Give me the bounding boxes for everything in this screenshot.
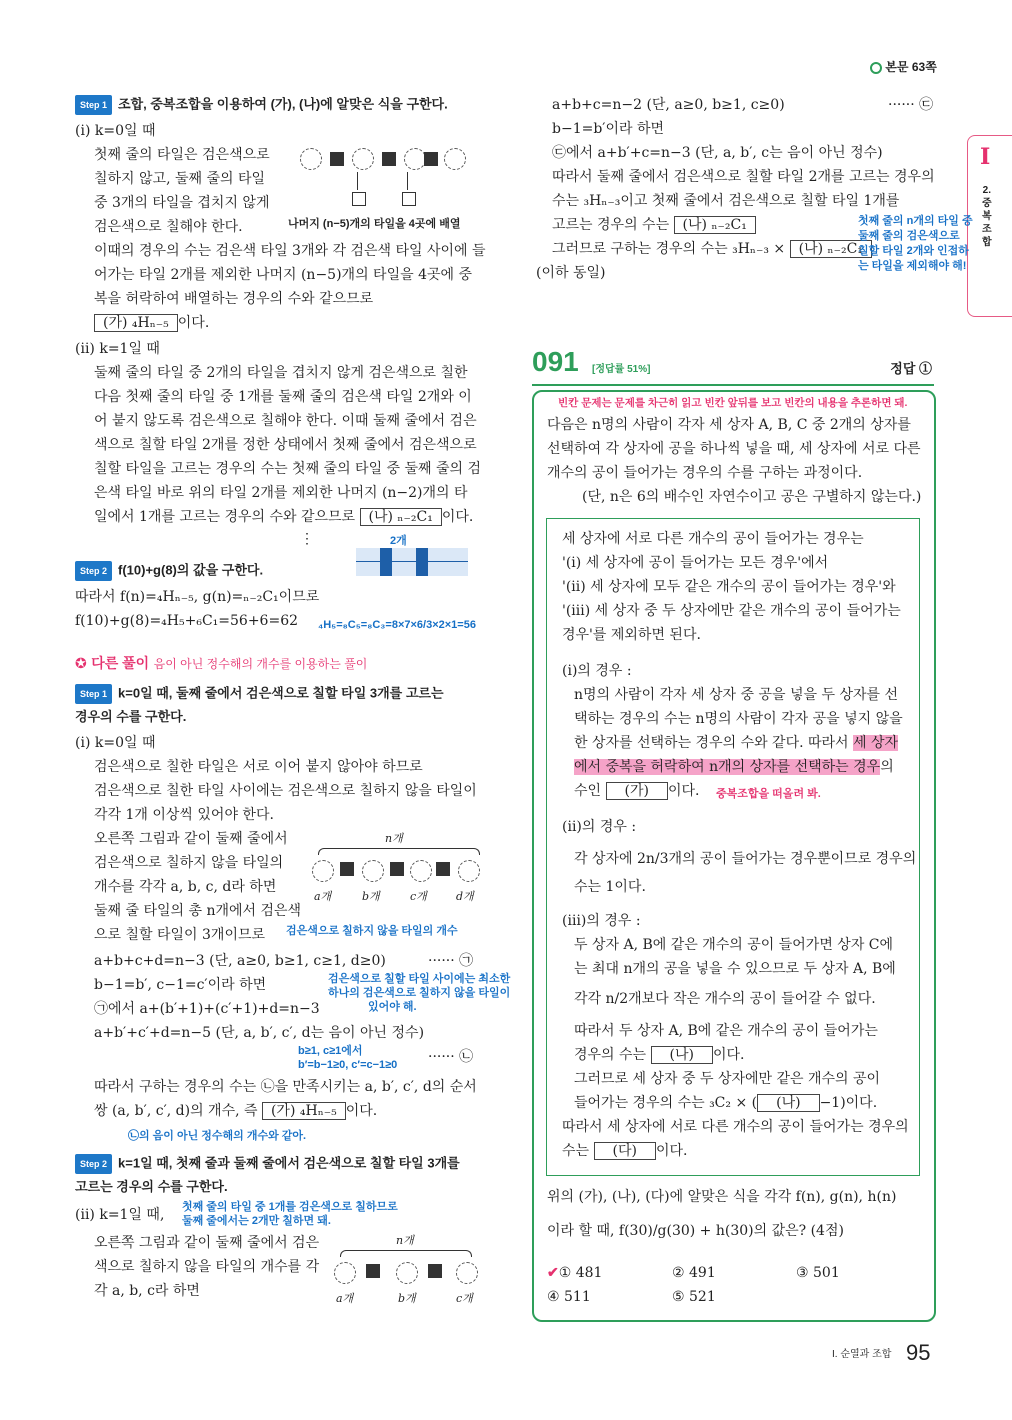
note-bc: b≥1, c≥1에서 b′=b−1≥0, c′=c−1≥0 [298, 1045, 398, 1071]
text-line: 따라서 구하는 경우의 수는 ㉡을 만족시키는 a, b′, c′, d의 순서 [94, 1079, 477, 1095]
box-text: 두 상자 A, B에 같은 개수의 공이 들어가면 상자 C에 [574, 937, 894, 953]
text-line: 따라서 f(n)=₄Hₙ₋₅, g(n)=ₙ₋₂C₁이므로 [75, 589, 320, 605]
star-icon: ✪ [75, 656, 87, 672]
check-icon: ✔ [547, 1265, 559, 1281]
box-text: '(ⅲ) 세 상자 중 두 상자에만 같은 개수의 공이 들어가는 [562, 603, 901, 619]
text-line: 둘째 줄의 타일 중 2개의 타일을 겹치지 않게 검은색으로 칠한 [94, 365, 468, 381]
footer-chapter: I. 순열과 조합 [832, 1349, 892, 1360]
step2-heading: Step 2 f(10)+g(8)의 값을 구한다. [75, 561, 263, 581]
box-text: '(ⅰ) 세 상자에 공이 들어가는 모든 경우'에서 [562, 555, 829, 571]
alt-solution-heading: ✪ 다른 풀이 음이 아닌 정수해의 개수를 이용하는 풀이 [75, 655, 368, 672]
text-line: 수는 ₃Hₙ₋₃이고 첫째 줄에서 검은색으로 칠할 타일 1개를 [552, 193, 900, 209]
text-line: 어가는 타일 2개를 제외한 나머지 (n−5)개의 타일을 4곳에 중 [94, 267, 472, 283]
choice-4[interactable]: ④ 511 [547, 1289, 591, 1305]
problem-number: 091 [532, 346, 579, 377]
case2-head: (ⅱ)의 경우 : [562, 819, 637, 835]
answer-line-na-2: 고르는 경우의 수는 (나) ₙ₋₂C₁ [552, 216, 756, 234]
choice-1[interactable]: ✔① 481 [547, 1265, 603, 1281]
box-text: 따라서 두 상자 A, B에 같은 개수의 공이 들어가는 [574, 1023, 878, 1039]
text-line: 어 붙지 않도록 검은색으로 칠해야 한다. 이때 둘째 줄에서 검은 [94, 413, 477, 429]
problem-header [532, 346, 932, 382]
box-text: 에서 중복을 허락하여 n개의 상자를 선택하는 경우의 [574, 759, 894, 775]
choice-2[interactable]: ② 491 [672, 1265, 716, 1281]
note-between: 검은색으로 칠할 타일 사이에는 최소한 하나의 검은색으로 칠하지 않을 타일이 있어야 해. [328, 973, 511, 1013]
text-line: 중 3개의 타일을 겹치지 않게 [94, 195, 270, 211]
answer-line-na: 일에서 1개를 고르는 경우의 수와 같으므로 (나) ₙ₋₂C₁ 이다. [94, 509, 474, 525]
text-line: 색으로 칠할 타일 2개를 정한 상태에서 첫째 줄에서 검은색으로 [94, 437, 477, 453]
blank-box-na-3: (나) ₙ₋₂C₁ [790, 240, 872, 258]
h-calc-note: ₄H₅=₈C₅=₈C₃=8×7×6/3×2×1=56 [318, 619, 476, 631]
text-line: 각각 1개 이상씩 있어야 한다. [94, 807, 274, 823]
two-tiles-label: 2개 [390, 535, 407, 547]
blank-box-ga-2: (가) ₄Hₙ₋₅ [262, 1102, 346, 1120]
equation-3: ㉠에서 a+(b′+1)+(c′+1)+d=n−3 [94, 1001, 320, 1017]
blank-box-na-q2: (나) [757, 1094, 819, 1112]
text-line: ㉢에서 a+b′+c=n−3 (단, a, b′, c는 음이 아닌 정수) [552, 145, 883, 161]
text-line: 오른쪽 그림과 같이 둘째 줄에서 [94, 831, 288, 847]
box-text: 각각 n/2개보다 작은 개수의 공이 들어갈 수 없다. [574, 991, 876, 1007]
chapter-roman: I [980, 144, 991, 170]
vdots: ⋮ [300, 531, 314, 547]
box-text: 한 상자를 선택하는 경우의 수와 같다. 따라서 세 상자 [574, 735, 899, 751]
equation-3-mark: ······ ㉢ [888, 97, 934, 113]
answer-line-ga-2: 쌍 (a, b′, c′, d)의 개수, 즉 (가) ₄Hₙ₋₅ 이다. [94, 1103, 378, 1119]
text-line: 이때의 경우의 수는 검은색 타일 3개와 각 검은색 타일 사이에 들 [94, 243, 486, 259]
text-line: 은색 타일 바로 위의 타일 2개를 제외한 나머지 (n−2)개의 타 [94, 485, 468, 501]
result-equation: f(10)+g(8)=₄H₅+₆C₁=56+6=62 [75, 613, 299, 629]
text-line: 복을 허락하여 배열하는 경우의 수와 같으므로 [94, 291, 374, 307]
source-badge: 본문 63쪽 [870, 58, 937, 75]
box-text: 그러므로 세 상자 중 두 상자에만 같은 개수의 공이 [574, 1071, 881, 1087]
question-text: 위의 (가), (나), (다)에 알맞은 식을 각각 f(n), g(n), h(n) [547, 1189, 897, 1205]
problem-rate: [정답률 51%] [592, 364, 651, 375]
answer-label: 정답 ① [890, 361, 932, 376]
step1-heading: Step 1 조합, 중복조합을 이용하여 (가), (나)에 알맞은 식을 구한다. [75, 95, 448, 115]
text-line: 색으로 칠하지 않을 타일의 개수를 각 [94, 1259, 320, 1275]
text-line: 개수를 각각 a, b, c, d라 하면 [94, 879, 277, 895]
case-ii-head: (ⅱ) k=1일 때 [75, 341, 160, 357]
equation-1-mark: ······ ㉠ [428, 953, 474, 969]
note-solutions: ㉡의 음이 아닌 정수해의 개수와 같아. [128, 1130, 307, 1142]
case-i-head: (ⅰ) k=0일 때 [75, 123, 156, 139]
chapter-side-tab [967, 135, 1012, 317]
box-text: 는 최대 n개의 공을 넣을 수 있으므로 두 상자 A, B에 [574, 961, 896, 977]
equation-1: a+b+c+d=n−3 (단, a≥0, b≥1, c≥1, d≥0) [94, 953, 386, 969]
text-line: 검은색으로 칠한 타일 사이에는 검은색으로 칠하지 않을 타일이 [94, 783, 477, 799]
step2-badge: Step 2 [75, 561, 112, 581]
box-text: 수는 1이다. [574, 879, 646, 895]
text-line: 둘째 줄 타일의 총 n개에서 검은색 [94, 903, 302, 919]
chapter-name: 2. 중 복 조 합 [982, 185, 992, 248]
alt-step2-heading-2: 고르는 경우의 수를 구한다. [75, 1179, 228, 1194]
note-nonblack: 검은색으로 칠하지 않을 타일의 개수 [286, 925, 458, 937]
problem-text: 다음은 n명의 사람이 각자 세 상자 A, B, C 중 2개의 상자를 [547, 417, 911, 433]
note-repetition: 중복조합을 떠올려 봐. [716, 788, 821, 800]
hint-note: 빈칸 문제는 문제를 차근히 읽고 빈칸 앞뒤를 보고 빈칸의 내용을 추론하면 돼. [558, 397, 908, 409]
box-text: '(ⅱ) 세 상자에 모두 같은 개수의 공이 들어가는 경우'와 [562, 579, 896, 595]
alt-step1-heading-2: 경우의 수를 구한다. [75, 709, 187, 724]
text-line: 검은색으로 칠한 타일은 서로 이어 붙지 않아야 하므로 [94, 759, 423, 775]
text-line: b−1=b′이라 하면 [552, 121, 665, 137]
text-line: 다음 첫째 줄의 타일 중 1개를 둘째 줄의 검은색 타일 2개와 이 [94, 389, 472, 405]
blank-box-na: (나) ₙ₋₂C₁ [360, 508, 442, 526]
choice-5[interactable]: ⑤ 521 [672, 1289, 716, 1305]
problem-text: 선택하여 각 상자에 공을 하나씩 넣을 때, 세 상자에 서로 다른 [547, 441, 921, 457]
box-text: 택하는 경우의 수는 n명의 사람이 각자 공을 넣지 않을 [574, 711, 903, 727]
tile-grid-icon [356, 548, 468, 576]
blank-line-na: 경우의 수는 (나) 이다. [574, 1047, 745, 1063]
page-number: 95 [906, 1340, 931, 1365]
circle-icon [870, 62, 882, 74]
alt-case-ii-head: (ⅱ) k=1일 때, [75, 1207, 165, 1223]
note-adjacent: 첫째 줄의 n개의 타일 중 둘째 줄의 검은색으로 칠할 타일 2개와 인접하 는 타일을 제외해야 해! [858, 215, 973, 272]
box-text: 따라서 세 상자에 서로 다른 개수의 공이 들어가는 경우의 [562, 1119, 909, 1135]
header-rule [532, 384, 934, 386]
text-line: 칠할 타일을 고르는 경우의 수는 첫째 줄의 타일 중 둘째 줄의 검 [94, 461, 482, 477]
text-line: 첫째 줄의 타일은 검은색으로 [94, 147, 270, 163]
alt-case-i-head: (ⅰ) k=0일 때 [75, 735, 156, 751]
blank-line-da: 수는 (다) 이다. [562, 1143, 688, 1159]
text-line: 검은색으로 칠해야 한다. [94, 219, 243, 235]
text-line: 으로 칠할 타일이 3개이므로 [94, 927, 266, 943]
problem-text: 개수의 공이 들어가는 경우의 수를 구하는 과정이다. [547, 465, 863, 481]
step1-badge: Step 1 [75, 95, 112, 115]
text-line: a+b+c=n−2 (단, a≥0, b≥1, c≥0) [552, 97, 785, 113]
case3-head: (ⅲ)의 경우 : [562, 913, 641, 929]
blank-box-na-2: (나) ₙ₋₂C₁ [674, 216, 756, 234]
choice-3[interactable]: ③ 501 [796, 1265, 840, 1281]
box-text: n명의 사람이 각자 세 상자 중 공을 넣을 두 상자를 선 [574, 687, 898, 703]
box-text: 경우'를 제외하면 된다. [562, 627, 701, 643]
diagram1-caption: 나머지 (n−5)개의 타일을 4곳에 배열 [288, 218, 461, 230]
question-text: 이라 할 때, f(30)/g(30) + h(30)의 값은? (4점) [547, 1223, 844, 1239]
text-line: 따라서 둘째 줄에서 검은색으로 칠할 타일 2개를 고르는 경우의 [552, 169, 935, 185]
equation-2: b−1=b′, c−1=c′이라 하면 [94, 977, 267, 993]
blank-line-na-2: 들어가는 경우의 수는 ₃C₂ × ( (나) −1)이다. [574, 1095, 878, 1111]
blank-box-ga: (가) ₄Hₙ₋₅ [94, 314, 178, 332]
blank-box-na-q: (나) [651, 1046, 713, 1064]
box-text: 세 상자에 서로 다른 개수의 공이 들어가는 경우는 [562, 531, 864, 547]
equation-4: a+b′+c′+d=n−5 (단, a, b′, c′, d는 음이 아닌 정수) [94, 1025, 425, 1041]
text-line: 오른쪽 그림과 같이 둘째 줄에서 검은 [94, 1235, 320, 1251]
note-first-row: 첫째 줄의 타일 중 1개를 검은색으로 칠하므로 둘째 줄에서는 2개만 칠하면 돼. [182, 1201, 398, 1227]
alt-step2-heading: Step 2 k=1일 때, 첫째 줄과 둘째 줄에서 검은색으로 칠할 타일 3개를 [75, 1154, 460, 1174]
text-line: 각 a, b, c라 하면 [94, 1283, 200, 1299]
answer-line-na-3: 그러므로 구하는 경우의 수는 ₃Hₙ₋₃ × (나) ₙ₋₂C₁ [552, 240, 872, 258]
case1-head: (ⅰ)의 경우 : [562, 663, 632, 679]
alt-step1-heading: Step 1 k=0일 때, 둘째 줄에서 검은색으로 칠할 타일 3개를 고르는 [75, 684, 444, 704]
highlight: 에서 중복을 허락하여 n개의 상자를 선택하는 경우 [574, 759, 881, 775]
answer-line-ga: (가) ₄Hₙ₋₅ 이다. [94, 314, 209, 332]
blank-box-ga-q: (가) [606, 782, 668, 800]
box-text: 각 상자에 2n/3개의 공이 들어가는 경우뿐이므로 경우의 [574, 851, 917, 867]
text-line: 칠하지 않고, 둘째 줄의 타일 [94, 171, 266, 187]
problem-text: (단, n은 6의 배수인 자연수이고 공은 구별하지 않는다.) [582, 489, 922, 505]
highlight: 세 상자 [853, 735, 899, 751]
text-line: (이하 동일) [536, 265, 606, 281]
blank-line-ga: 수인 (가) 이다. [574, 783, 700, 799]
blank-box-da: (다) [594, 1142, 656, 1160]
text-line: 검은색으로 칠하지 않을 타일의 [94, 855, 284, 871]
equation-4-mark: ······ ㉡ [428, 1049, 474, 1065]
